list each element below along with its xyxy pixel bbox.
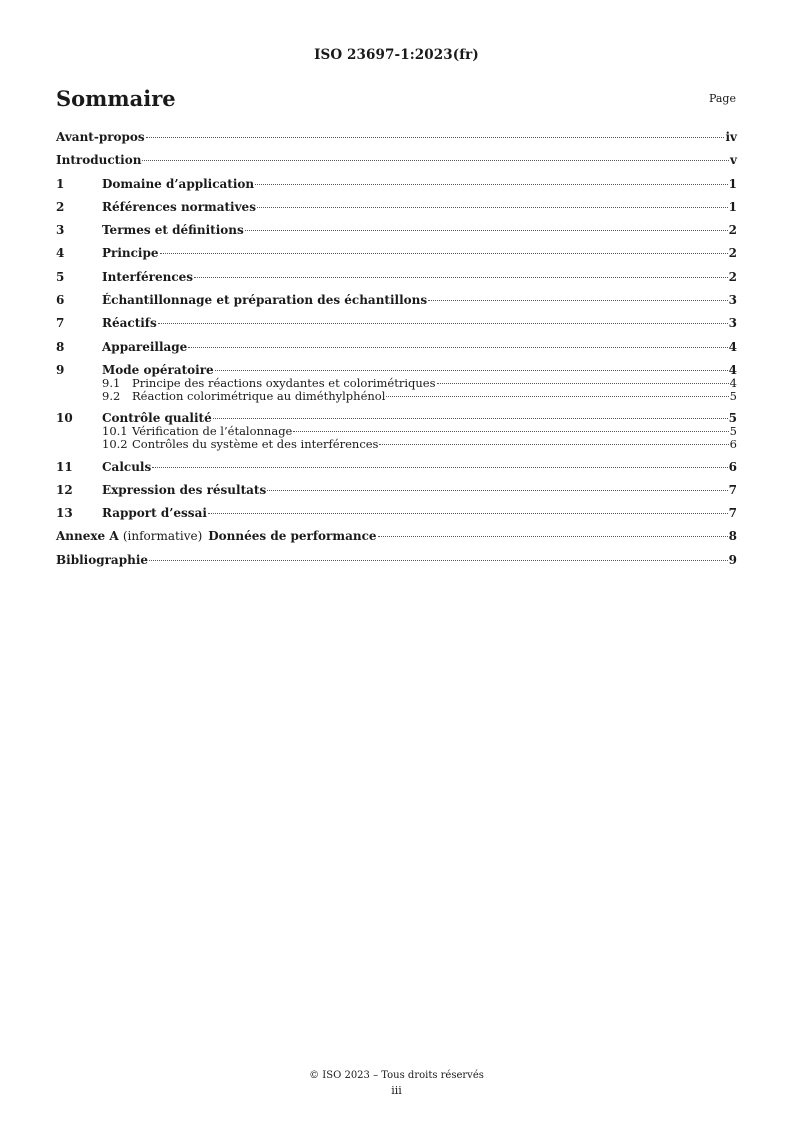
toc-entry-title: Expression des résultats (102, 482, 267, 497)
toc-entry-title: Principe (102, 246, 159, 261)
toc-entry[interactable] (56, 528, 737, 544)
toc-entry-page: 7 (728, 506, 737, 521)
dot-leader (213, 417, 728, 419)
annex-label: Annexe A (56, 529, 119, 544)
toc-entry-title: Échantillonnage et préparation des échantillons (102, 293, 428, 308)
dot-leader (267, 489, 727, 491)
dot-leader (257, 206, 728, 208)
toc-entry[interactable] (56, 199, 737, 215)
toc-entry[interactable] (56, 292, 737, 308)
toc-entry-title: Références normatives (102, 199, 256, 214)
toc-entry-title: Avant-propos (56, 130, 145, 144)
toc-entry[interactable] (56, 152, 737, 168)
toc-entry-number: 13 (56, 506, 73, 521)
toc-entry[interactable] (56, 269, 737, 285)
dot-leader (428, 299, 728, 301)
toc-entry-page: 7 (728, 482, 737, 497)
dot-leader (142, 159, 729, 161)
toc-entry[interactable] (56, 482, 737, 498)
toc-entry-title: Termes et définitions (102, 223, 244, 238)
dot-leader (378, 535, 728, 537)
toc-entry-page: 3 (728, 293, 737, 308)
toc-entry[interactable] (56, 459, 737, 475)
toc-entry-page: 5 (729, 388, 737, 403)
toc-entry[interactable] (56, 505, 737, 521)
dot-leader (293, 430, 728, 432)
toc-entry-title: Introduction (56, 153, 142, 168)
toc-entry-title: Principe des réactions oxydantes et colorimétriques (132, 375, 436, 390)
toc-entry-page: 2 (728, 269, 737, 284)
page-column-label: Page (708, 92, 736, 105)
toc-entry-title (56, 528, 377, 544)
dot-leader (158, 322, 728, 324)
toc-entry-title: Rapport d’essai (102, 506, 207, 521)
toc-entry-page: 3 (728, 316, 737, 331)
toc-entry-title: Contrôles du système et des interférences (132, 437, 379, 452)
toc-subentry[interactable] (56, 438, 737, 451)
toc-entry-title: Réactifs (102, 316, 157, 331)
dot-leader (379, 443, 728, 445)
dot-leader (386, 395, 728, 397)
annex-type: (informative) (122, 529, 203, 544)
toc-entry[interactable] (56, 222, 737, 238)
page-number: iii (391, 1084, 402, 1097)
dot-leader (160, 252, 728, 254)
toc-entry-page: 4 (728, 362, 737, 377)
toc-entry-number: 12 (56, 482, 73, 497)
toc-entry-number: 2 (56, 199, 65, 214)
toc-entry-page: 2 (728, 246, 737, 261)
toc-entry-page: v (730, 153, 737, 168)
toc-entry-page: 5 (729, 424, 737, 439)
toc-entry-title: Réaction colorimétrique au diméthylphénol (132, 388, 386, 403)
document-header: ISO 23697-1:2023(fr) (314, 47, 479, 63)
toc-entry-number: 10.1 (102, 424, 128, 439)
dot-leader (188, 346, 727, 348)
toc-entry-title: Calculs (102, 459, 152, 474)
toc-entry-number: 9.2 (102, 388, 121, 403)
toc-entry-page: 1 (728, 199, 737, 214)
toc-entry-title: Interférences (102, 269, 194, 284)
toc-entry-page: 2 (728, 223, 737, 238)
toc-entry-number: 7 (56, 316, 65, 331)
dot-leader (152, 466, 727, 468)
toc-entry-title: Appareillage (102, 339, 188, 354)
toc-entry[interactable] (56, 245, 737, 261)
dot-leader (245, 229, 728, 231)
toc-entry-page: iv (725, 130, 737, 144)
toc-entry[interactable] (56, 176, 737, 192)
dot-leader (255, 183, 728, 185)
toc-entry-number: 8 (56, 339, 65, 354)
toc-entry-page: 4 (729, 375, 737, 390)
dot-leader (194, 276, 728, 278)
toc-entry-number: 5 (56, 269, 65, 284)
toc-entry-number: 9.1 (102, 375, 121, 390)
toc-entry[interactable] (56, 129, 737, 145)
toc-entry-page: 6 (729, 437, 737, 452)
toc-entry-number: 10.2 (102, 437, 128, 452)
toc-entry-number: 10 (56, 411, 73, 426)
toc-entry-number: 6 (56, 293, 65, 308)
toc-entry-page: 9 (728, 552, 737, 567)
toc-subentry[interactable] (56, 390, 737, 403)
toc-entry[interactable] (56, 552, 737, 568)
annex-title: Données de performance (208, 529, 377, 544)
toc-entry-number: 9 (56, 362, 65, 377)
dot-leader (437, 382, 729, 384)
toc-entry-number: 11 (56, 459, 73, 474)
toc-entry-title: Mode opératoire (102, 362, 214, 377)
dot-leader (146, 136, 725, 138)
toc-entry-title: Bibliographie (56, 552, 149, 567)
dot-leader (215, 369, 728, 371)
page-footer (0, 1068, 793, 1098)
dot-leader (149, 559, 728, 561)
toc-entry-title: Vérification de l’étalonnage (132, 424, 293, 439)
toc-entry-title: Domaine d’application (102, 176, 255, 191)
toc-entry-page: 8 (728, 529, 737, 544)
copyright-notice: © ISO 2023 – Tous droits réservés (309, 1070, 484, 1081)
toc-entry-number: 1 (56, 176, 65, 191)
toc-entry[interactable] (56, 339, 737, 355)
dot-leader (208, 512, 728, 514)
toc-entry-number: 3 (56, 223, 65, 238)
toc-entry-title: Contrôle qualité (102, 411, 212, 426)
toc-entry-page: 5 (728, 411, 737, 426)
toc-entry-page: 1 (728, 176, 737, 191)
toc-entry-number: 4 (56, 246, 65, 261)
toc-entry[interactable] (56, 315, 737, 331)
toc-entry-page: 6 (728, 459, 737, 474)
table-of-contents (56, 129, 737, 568)
toc-entry-page: 4 (728, 339, 737, 354)
page-title: Sommaire (56, 86, 176, 111)
